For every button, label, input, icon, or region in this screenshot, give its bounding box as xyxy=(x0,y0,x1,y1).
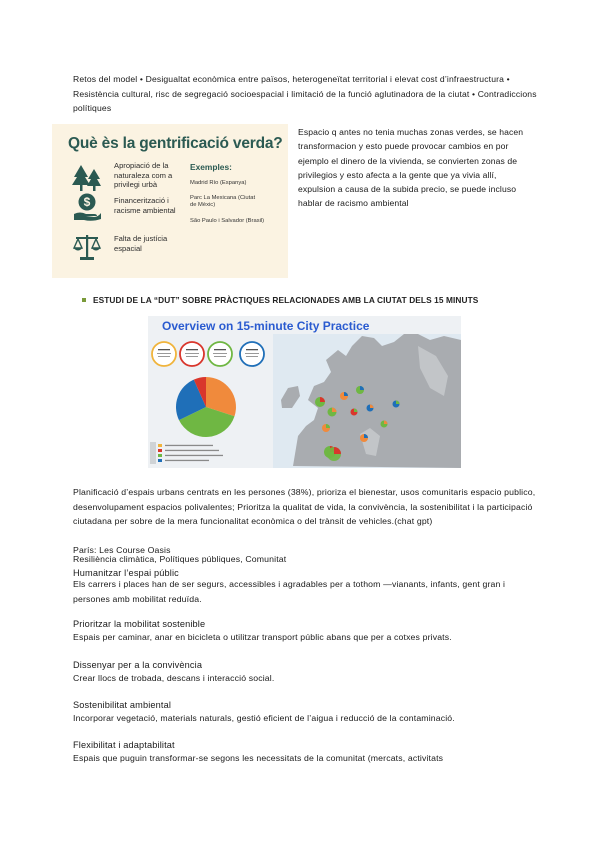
dollar-hand-icon xyxy=(72,192,102,222)
city-marker xyxy=(327,447,341,461)
section-text-sustainability: Incorporar vegetació, materials naturals, gestió eficient de l’aigua i reducció de la contaminació. xyxy=(73,713,455,723)
side-note-paragraph: Espacio q antes no tenia muchas zonas verdes, se hacen transformacion y esto puede provocar cambios en por ejemplo el dinero de la vivienda, se convierten zonas de privilegios y esto afecta a la gente que ya vivia allí, expulsion a causa de la subida precio, se puede incluso hablar de racismo ambiental xyxy=(298,127,524,209)
resilience-line: Resiliència climàtica, Polítiques públiques, Comunitat xyxy=(73,554,287,564)
planning-paragraph: Planificació d’espais urbans centrats en les persones (38%), prioriza el bienestar, usos comunitaris espacio publico, desenvolupament espacios polivalentes; Prioritza la qualitat de vida, la convivència, la sostenibilitat i la participació ciutadana per sobre de la mera funcionalitat econòmica o del trànsit de vehicles.(chat gpt) xyxy=(73,487,536,526)
infographic-title: Què ès la gentrificació verda? xyxy=(68,135,283,152)
example-item: Madrid Río (Espanya) xyxy=(190,180,247,186)
category-circle-2 xyxy=(180,342,204,366)
example-item: São Paulo i Salvador (Brasil) xyxy=(190,218,265,224)
city-marker xyxy=(393,401,400,408)
section-text-mobility: Espais per caminar, anar en bicicleta o utilitzar transport públic abans que per a cotxes privats. xyxy=(73,632,452,642)
section-heading-text: ESTUDI DE LA “DUT” SOBRE PRÀCTIQUES RELACIONADES AMB LA CIUTAT DELS 15 MINUTS xyxy=(93,295,479,305)
scales-icon xyxy=(72,232,102,262)
example-item: Parc La Mexicana (Ciutat de Mèxic) xyxy=(190,195,256,209)
infographic-item-label: Apropiació de la naturaleza com a privilegi urbà xyxy=(114,161,173,190)
infographic-item-label: Financerització i racisme ambiental xyxy=(114,196,176,215)
city-marker xyxy=(360,434,368,442)
section-heading-flexibility: Flexibilitat i adaptabilitat xyxy=(73,740,175,750)
trees-icon xyxy=(72,163,102,193)
city-marker xyxy=(356,386,364,394)
city-marker xyxy=(328,408,337,417)
section-heading-coexistence: Dissenyar per a la convivència xyxy=(73,660,203,670)
city-marker xyxy=(315,397,325,407)
green-gentrification-infographic xyxy=(52,124,288,278)
city-marker xyxy=(322,424,330,432)
figure-legend xyxy=(150,442,223,464)
figure-title: Overview on 15-minute City Practice xyxy=(162,319,370,333)
city-marker xyxy=(340,392,348,400)
section-heading xyxy=(82,295,478,305)
category-circle-1 xyxy=(152,342,176,366)
infographic-item-label: Falta de justícia espacial xyxy=(114,234,168,253)
category-circle-3 xyxy=(208,342,232,366)
section-text-flexibility: Espais que puguin transformar-se segons les necessitats de la comunitat (mercats, activitats xyxy=(73,753,444,763)
section-heading-humanize: Humanitzar l’espai públic xyxy=(73,568,179,578)
bullet-icon xyxy=(82,298,86,302)
category-circle-4 xyxy=(240,342,264,366)
paris-line: París: Les Course Oasis xyxy=(73,545,171,555)
overview-figure xyxy=(148,316,461,468)
city-marker xyxy=(351,409,358,416)
section-text-coexistence: Crear llocs de trobada, descans i interacció social. xyxy=(73,673,275,683)
practice-pie-chart xyxy=(176,377,236,437)
examples-title: Exemples: xyxy=(190,162,232,172)
city-marker xyxy=(367,405,374,412)
intro-paragraph: Retos del model • Desigualtat econòmica entre països, heterogeneïtat territorial i elevat cost d’infraestructura • Resistència cultural, risc de segregació socioespacial i limitació de la funció aglutinadora de la ciutat • Contradiccions polítiques xyxy=(73,74,537,114)
section-text-humanize: Els carrers i places han de ser segurs, accessibles i agradables per a tothom —vianants, infants, gent gran i persones amb mobilitat reduïda. xyxy=(73,579,506,604)
svg-text:$: $ xyxy=(83,195,91,209)
section-heading-mobility: Prioritzar la mobilitat sostenible xyxy=(73,619,206,629)
city-marker xyxy=(381,421,388,428)
overview-graphic xyxy=(148,316,461,468)
section-heading-sustainability: Sostenibilitat ambiental xyxy=(73,700,172,710)
